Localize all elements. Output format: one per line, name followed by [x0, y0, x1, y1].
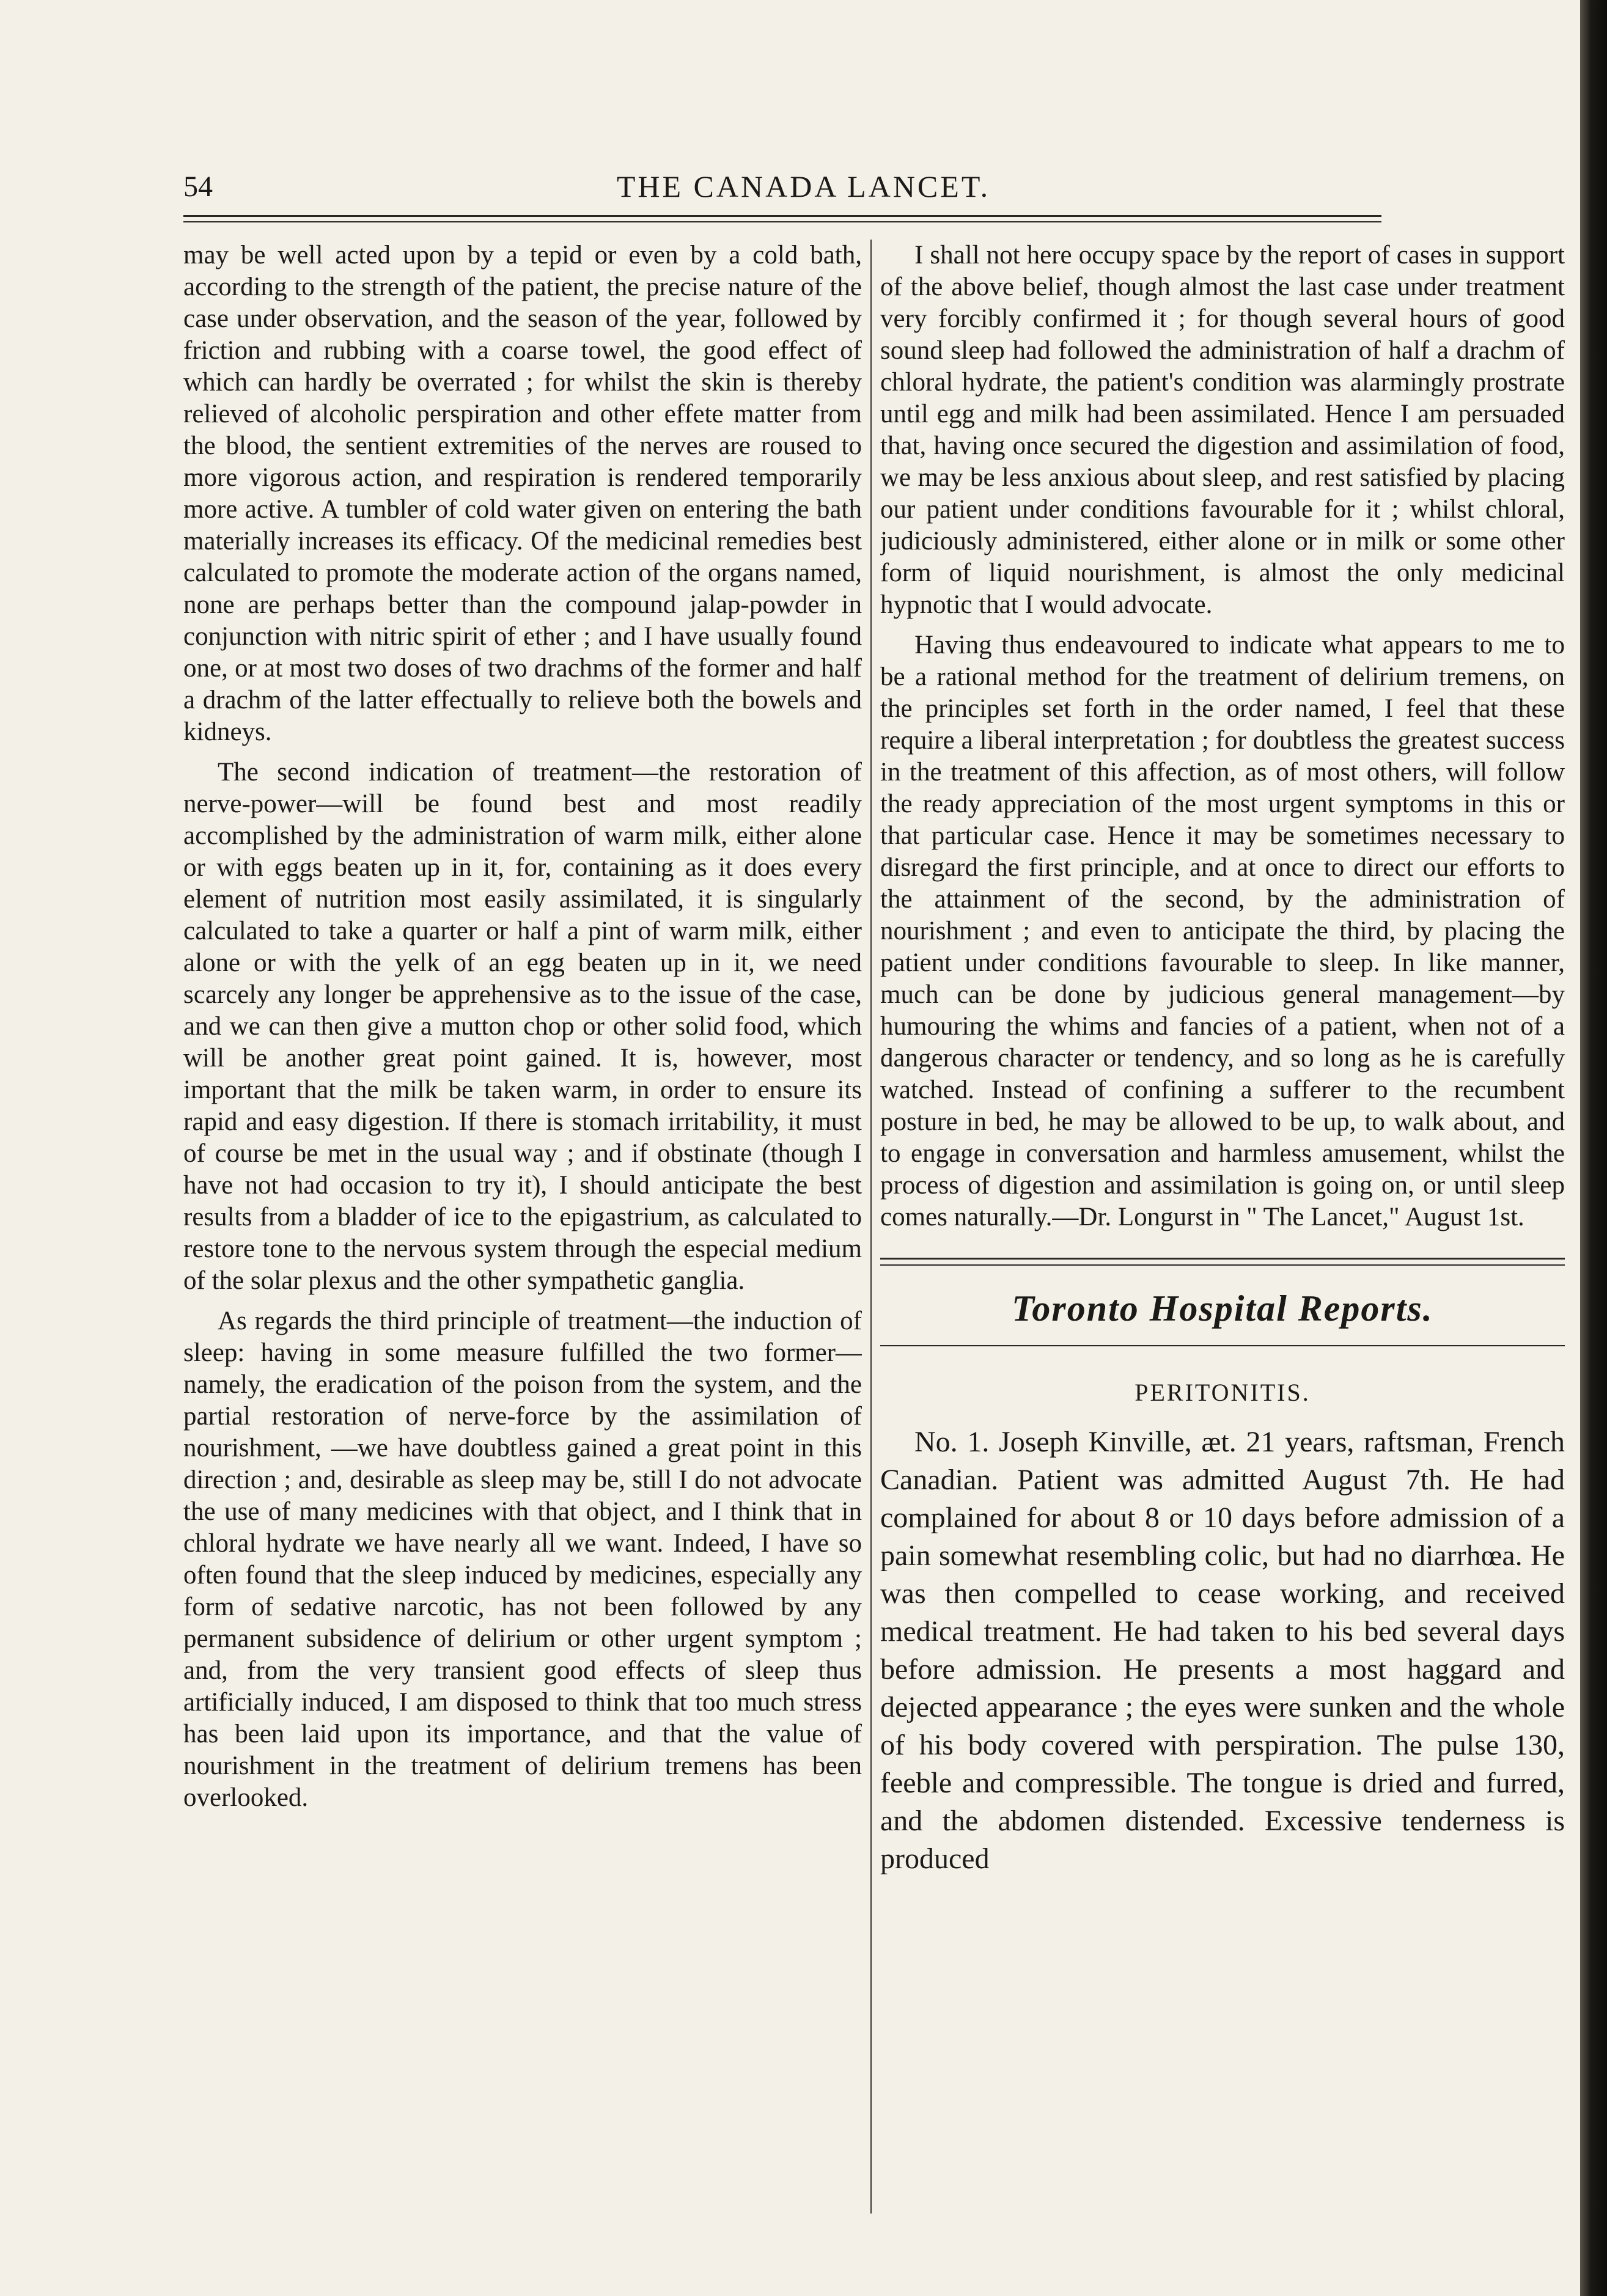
case-heading: PERITONITIS.: [1134, 1379, 1311, 1406]
section-title: Toronto Hospital Reports.: [1012, 1288, 1433, 1329]
case-paragraph: No. 1. Joseph Kinville, æt. 21 years, raftsman, French Canadian. Patient was admitted August 7th. He had complained for about 8 or 10 days before admission of a pain somewhat resembling colic, but had no diarrhœa. He was then compelled to cease working, and received medical treatment. He had taken to his bed several days before admission. He presents a most haggard and dejected appearance ; the eyes were sunken and the whole of his body covered with perspiration. The pulse 130, feeble and compressible. The tongue is dried and furred, and the abdomen distended. Excessive tenderness is produced: [880, 1426, 1565, 1875]
body-paragraph: may be well acted upon by a tepid or even by a cold bath, according to the strength of the patient, the precise nature of the case under observation, and the season of the year, followed by friction and rubbing with a coarse towel, the good effect of which can hardly be overrated ; for whilst the skin is thereby relieved of alcoholic perspiration and other effete matter from the blood, the sentient extremities of the nerves are roused to more vigorous action, and respiration is rendered temporarily more active. A tumbler of cold water given on entering the bath materially increases its efficacy. Of the medicinal remedies best calculated to promote the moderate action of the organs named, none are perhaps better than the compound jalap-powder in conjunction with nitric spirit of ether ; and I have usually found one, or at most two doses of two drachms of the former and half a drachm of the latter effectually to relieve both the bowels and kidneys.: [183, 241, 862, 746]
body-paragraph: Having thus endeavoured to indicate what appears to me to be a rational method for the treatment of delirium tremens, on the principles set forth in the order named, I feel that these require a liberal interpretation ; for doubtless the greatest success in the treatment of this affection, as of most others, will follow the ready appreciation of the most urgent symptoms in this or that particular case. Hence it may be sometimes necessary to disregard the first principle, and at once to direct our efforts to the attainment of the second, by the administration of nourishment ; and even to anticipate the third, by placing the patient under conditions favourable to sleep. In like manner, much can be done by judicious general management—by humouring the whims and fancies of a patient, when not of a dangerous character or tendency, and so long as he is carefully watched. Instead of confining a sufferer to the recumbent posture in bed, he may be allowed to be up, to walk about, and to engage in conversation and harmless amusement, whilst the process of digestion and assimilation is going on, or until sleep comes naturally.—Dr. Longurst in " The Lancet," August 1st.: [880, 631, 1565, 1231]
page-edge-shadow: [1580, 0, 1607, 2296]
running-title: THE CANADA LANCET.: [616, 169, 991, 204]
body-paragraph: As regards the third principle of treatment—the induction of sleep: having in some measure fulfilled the two former—namely, the eradication of the poison from the system, and the partial restoration of nerve-force by the assimilation of nourishment, —we have doubtless gained a great point in this direction ; and, desirable as sleep may be, still I do not advocate the use of many medicines with that object, and I think that in chloral hydrate we have nearly all we want. Indeed, I have so often found that the sleep induced by medicines, especially any form of sedative narcotic, has not been followed by any permanent subsidence of delirium or other urgent symptom ; and, from the very transient good effects of sleep thus artificially induced, I am disposed to think that too much stress has been laid upon its importance, and that the value of nourishment in the treatment of delirium tremens has been overlooked.: [183, 1307, 862, 1812]
header-rule-thin: [183, 221, 1381, 222]
page-number: 54: [183, 171, 213, 203]
column-divider: [870, 240, 872, 2213]
body-paragraph: The second indication of treatment—the restoration of nerve-power—will be found best and most readily accomplished by the administration of warm milk, either alone or with eggs beaten up in it, for, containing as it does every element of nutrition most easily assimilated, it is singularly calculated to take a quarter or half a pint of warm milk, either alone or with the yelk of an egg beaten up in it, we need scarcely any longer be apprehensive as to the issue of the case, and we can then give a mutton chop or other solid food, which will be another great point gained. It is, however, most important that the milk be taken warm, in order to ensure its rapid and easy digestion. If there is stomach irritability, it must of course be met in the usual way ; and if obstinate (though I have not had occasion to try it), I should anticipate the best results from a bladder of ice to the epigastrium, as calculated to restore tone to the nervous system through the especial medium of the solar plexus and the other sympathetic ganglia.: [183, 758, 862, 1295]
right-column: [880, 240, 1565, 2232]
body-paragraph: I shall not here occupy space by the report of cases in support of the above belief, though almost the last case under treatment very forcibly confirmed it ; for though several hours of good sound sleep had followed the administration of half a drachm of chloral hydrate, the patient's condition was alarmingly prostrate until egg and milk had been assimilated. Hence I am persuaded that, having once secured the digestion and assimilation of food, we may be less anxious about sleep, and rest satisfied by placing our patient under conditions favourable for it ; whilst chloral, judiciously administered, either alone or in milk or some other form of liquid nourishment, is almost the only medicinal hypnotic that I would advocate.: [880, 241, 1565, 619]
section-rule: [880, 1258, 1565, 1266]
left-column: [183, 240, 862, 2232]
header-rule: [183, 215, 1381, 217]
section-underline: [880, 1345, 1565, 1346]
